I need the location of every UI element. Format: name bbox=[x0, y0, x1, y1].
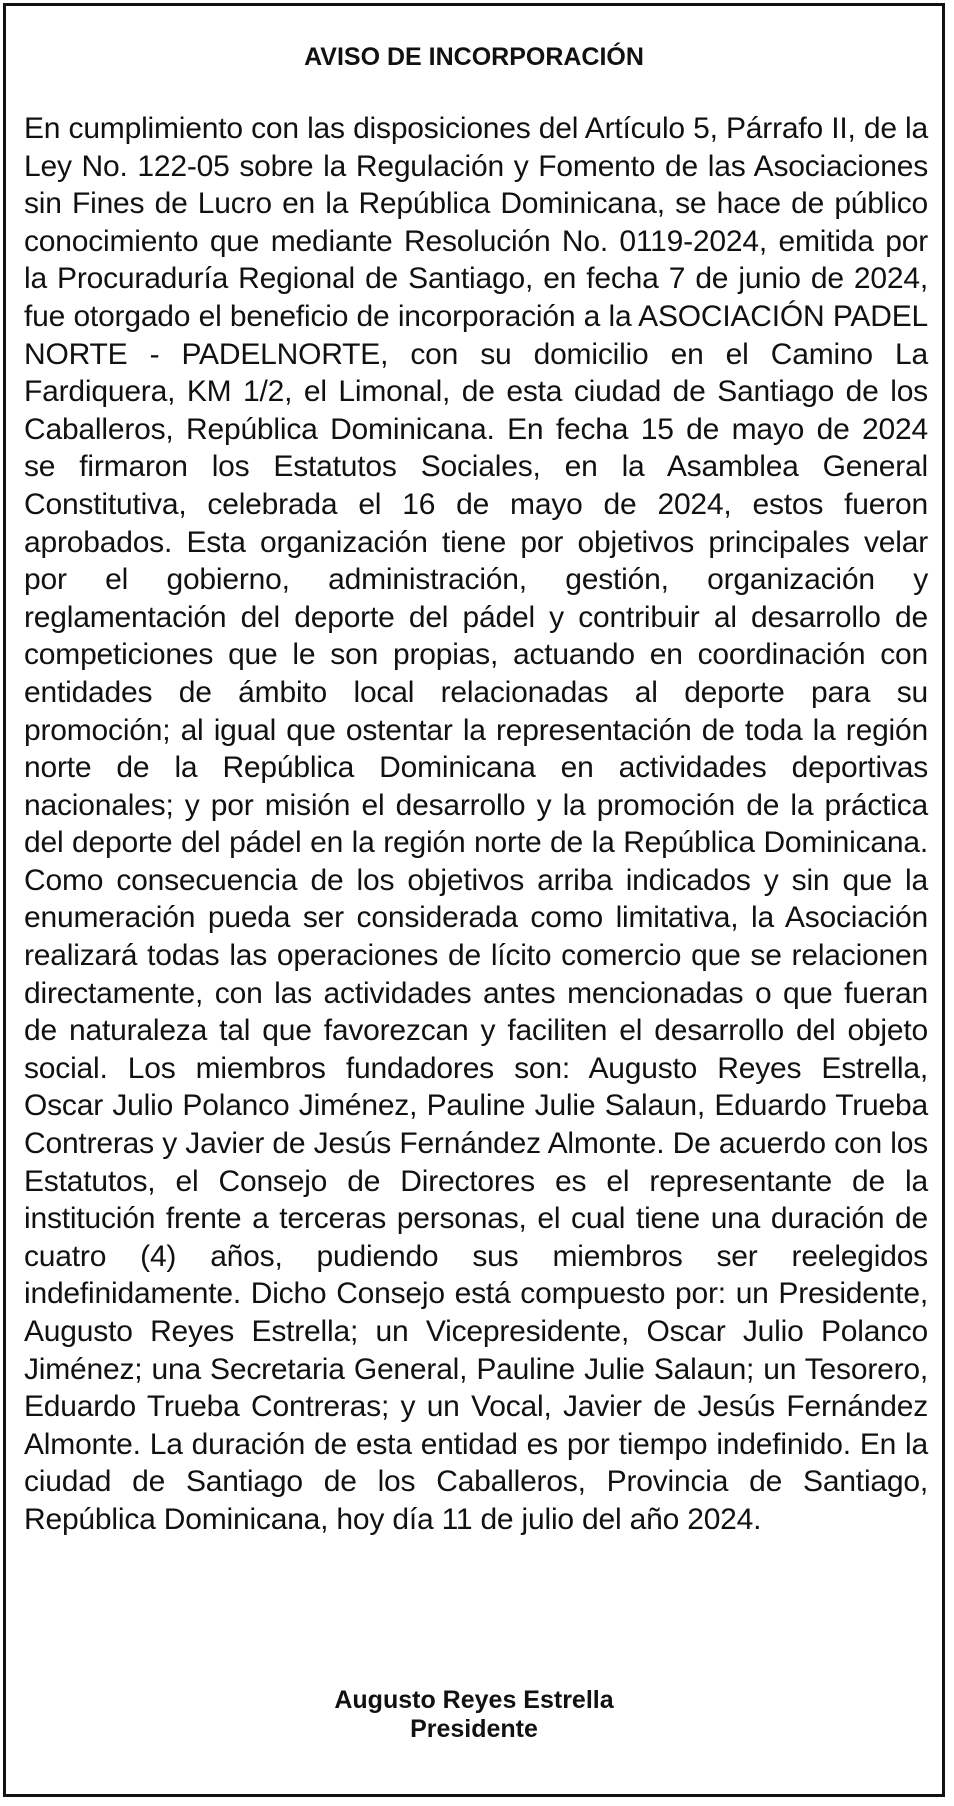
notice-title: AVISO DE INCORPORACIÓN bbox=[304, 43, 644, 71]
notice-body-text: En cumplimiento con las disposiciones del Artículo 5, Párrafo II, de la Ley No. 122-05 sobre la Regulación y Fomento de las Asociaciones sin Fines de Lucro en la República Dominicana, se hace de público conocimiento que mediante Resolución No. 0119-2024, emitida por la Procuraduría Regional de Santiago, en fecha 7 de junio de 2024, fue otorgado el beneficio de incorporación a la ASOCIACIÓN PADEL NORTE - PADELNORTE, con su domicilio en el Camino La Fardiquera, KM 1/2, el Limonal, de esta ciudad de Santiago de los Caballeros, República Dominicana. En fecha 15 de mayo de 2024 se firmaron los Estatutos Sociales, en la Asamblea General Constitutiva, celebrada el 16 de mayo de 2024, estos fueron aprobados. Esta organización tiene por objetivos principales velar por el gobierno, administración, gestión, organización y reglamentación del deporte del pádel y contribuir al desarrollo de competiciones que le son propias, actuando en coordinación con entidades de ámbito local relacionadas al deporte para su promoción; al igual que ostentar la representación de toda la región norte de la República Dominicana en actividades deportivas nacionales; y por misión el desarrollo y la promoción de la práctica del deporte del pádel en la región norte de la República Dominicana. Como consecuencia de los objetivos arriba indicados y sin que la enumeración pueda ser considerada como limitativa, la Asociación realizará todas las operaciones de lícito comercio que se relacionen directamente, con las actividades antes mencionadas o que fueran de naturaleza tal que favorezcan y faciliten el desarrollo del objeto social. Los miembros fundadores son: Augusto Reyes Estrella, Oscar Julio Polanco Jiménez, Pauline Julie Salaun, Eduardo Trueba Contreras y Javier de Jesús Fernández Almonte. De acuerdo con los Estatutos, el Consejo de Directores es el representante de la institución frente a terceras personas, el cual tiene una duración de cuatro (4) años, pudiendo sus miembros ser reelegidos indefinidamente. Dicho Consejo está compuesto por: un Presidente, Augusto Reyes Estrella; un Vicepresidente, Oscar Julio Polanco Jiménez; una Secretaria General, Pauline Julie Salaun; un Tesorero, Eduardo Trueba Contreras; y un Vocal, Javier de Jesús Fernández Almonte. La duración de esta entidad es por tiempo indefinido. En la ciudad de Santiago de los Caballeros, Provincia de Santiago, República Dominicana, hoy día 11 de julio del año 2024. bbox=[24, 112, 928, 1536]
signature-block bbox=[6, 1686, 942, 1744]
signatory-title: Presidente bbox=[410, 1715, 538, 1743]
signatory-name: Augusto Reyes Estrella bbox=[334, 1686, 614, 1714]
notice-frame bbox=[3, 3, 945, 1797]
